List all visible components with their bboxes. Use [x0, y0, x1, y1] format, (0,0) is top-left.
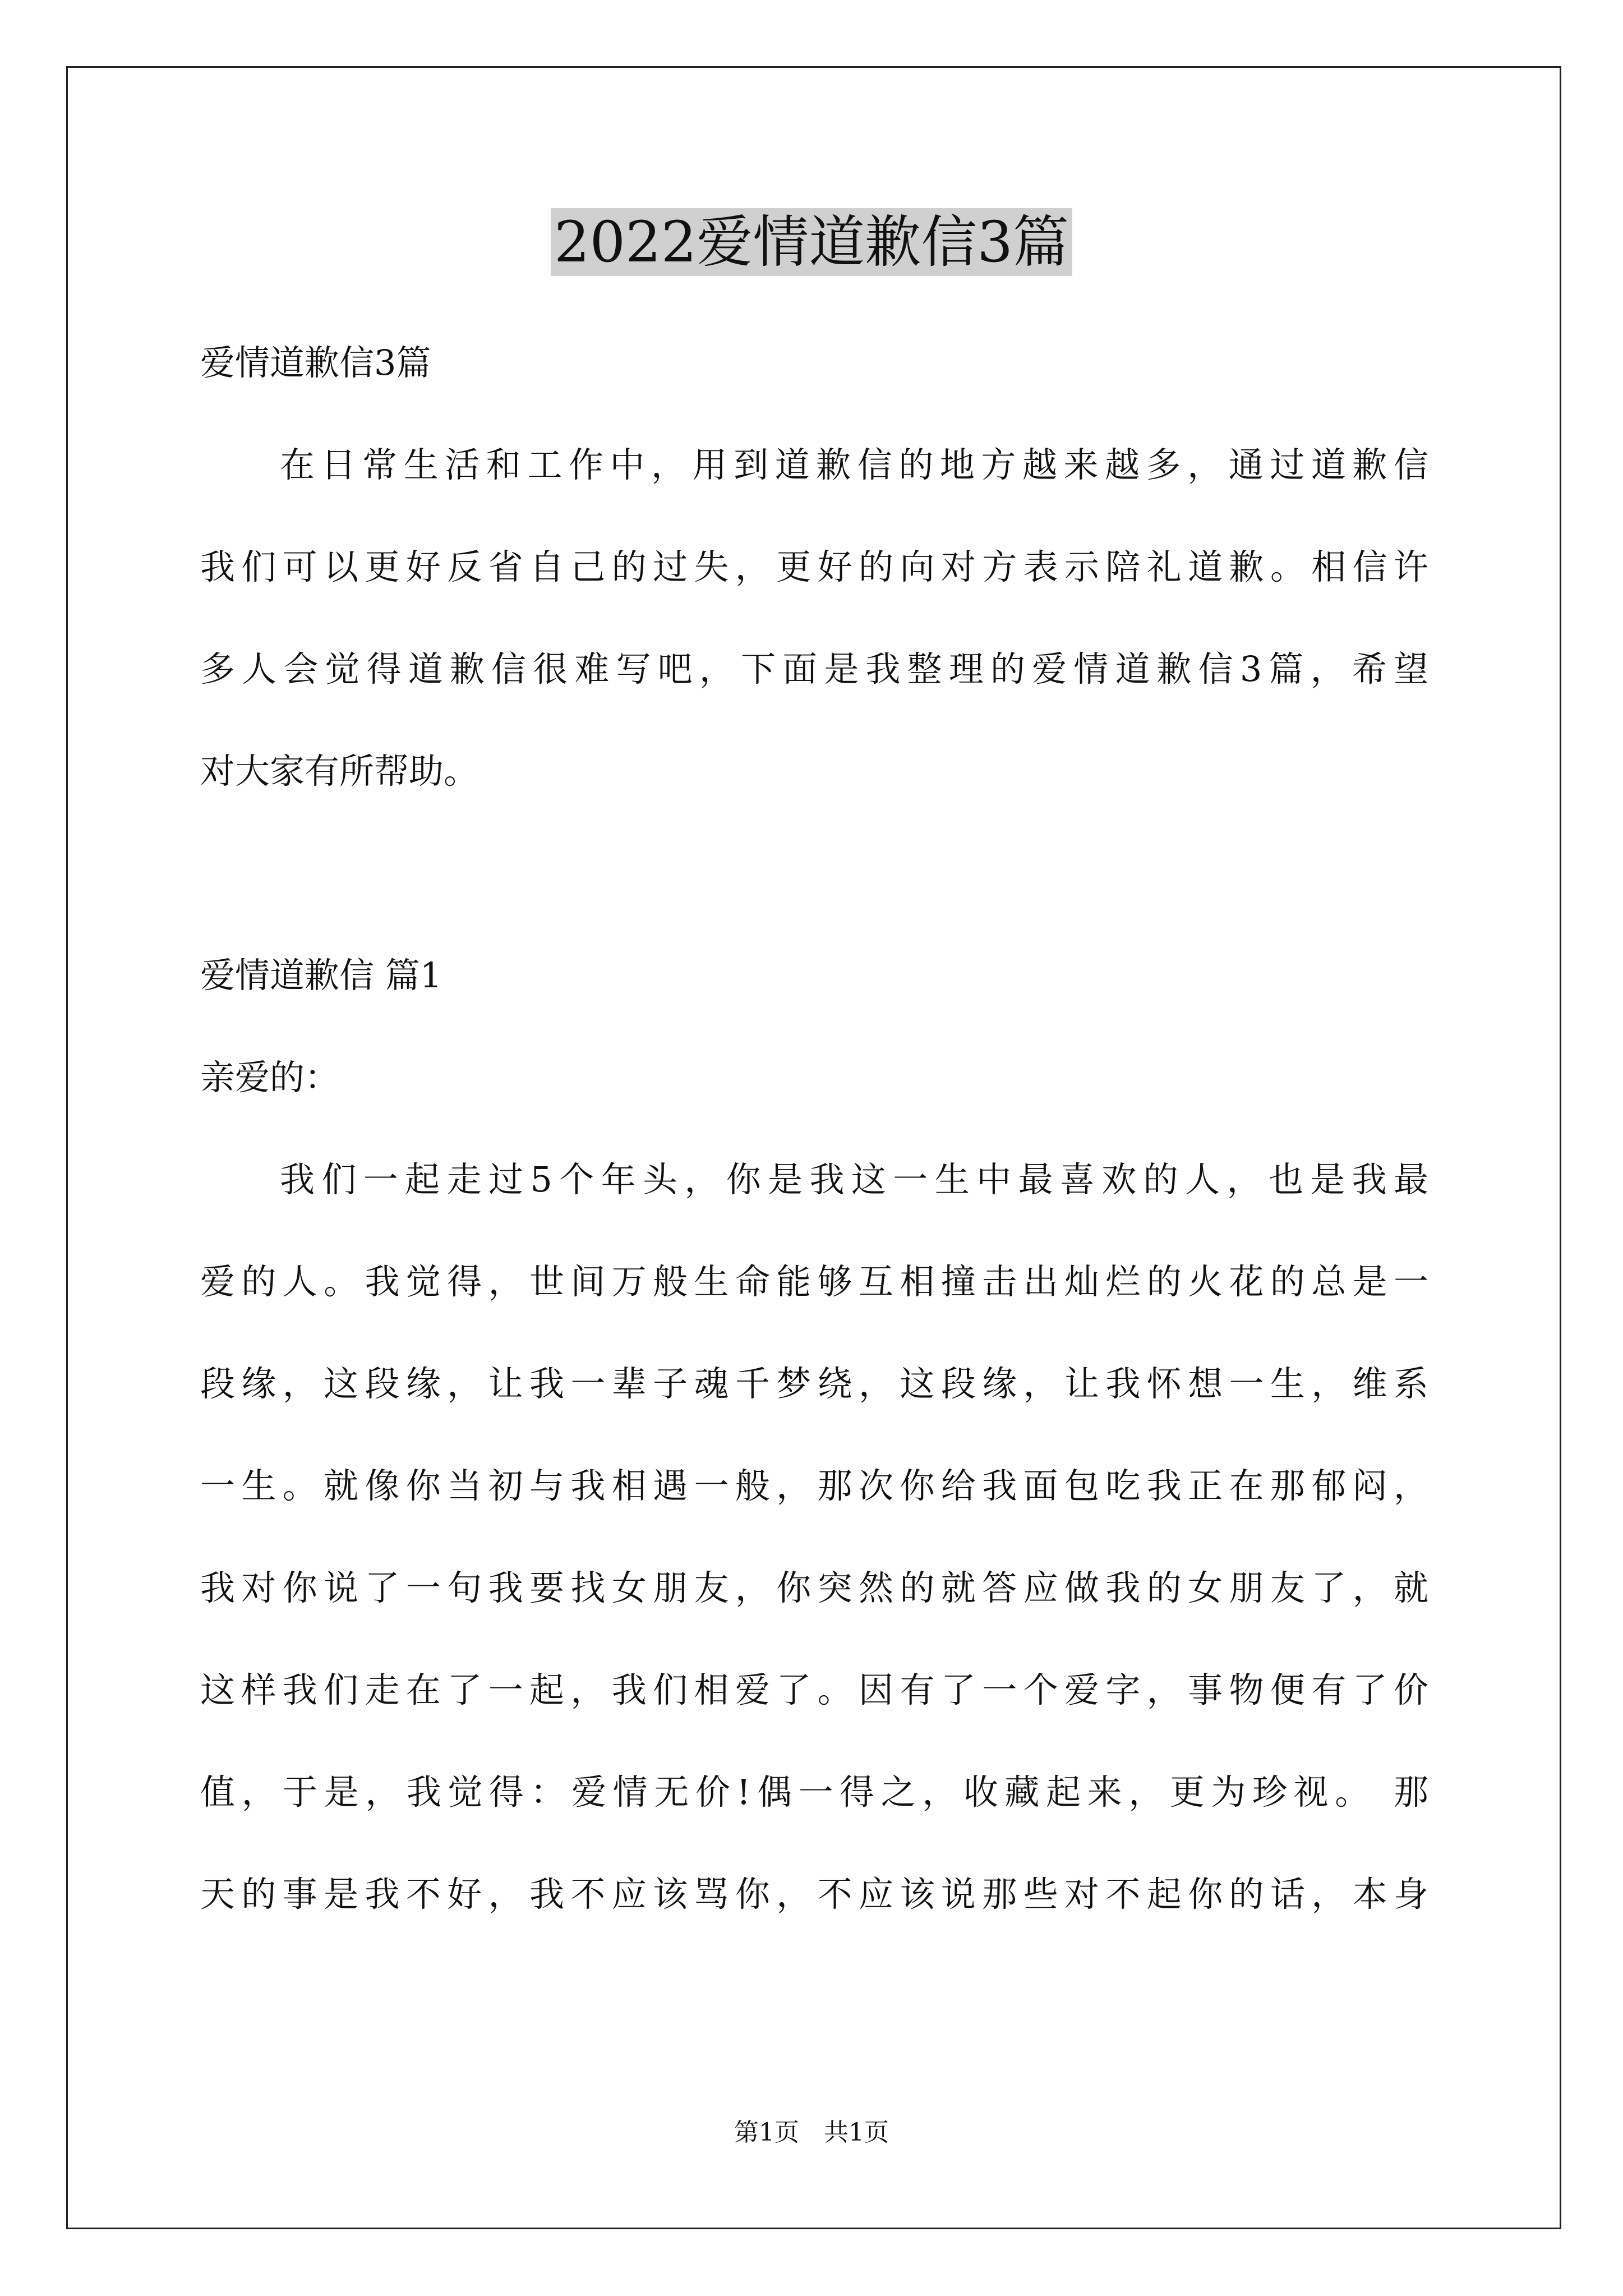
body-line: 这样我们走在了一起，我们相爱了。因有了一个爱字，事物便有了价 [200, 1669, 1428, 1710]
subtitle: 爱情道歉信3篇 [200, 342, 431, 383]
document-title [0, 209, 1623, 276]
body-line: 值，于是，我觉得：爱情无价!偶一得之，收藏起来，更为珍视。 那 [200, 1772, 1428, 1812]
document-body [200, 312, 1428, 1945]
salutation: 亲爱的： [200, 1057, 340, 1098]
body-line: 爱的人。我觉得，世间万般生命能够互相撞击出灿烂的火花的总是一 [200, 1261, 1428, 1302]
intro-line: 对大家有所帮助。 [200, 751, 479, 792]
body-line: 天的事是我不好，我不应该骂你，不应该说那些对不起你的话，本身 [200, 1874, 1428, 1915]
intro-line: 多人会觉得道歉信很难写吧，下面是我整理的爱情道歉信3篇，希望 [200, 648, 1428, 689]
body-line: 我对你说了一句我要找女朋友，你突然的就答应做我的女朋友了，就 [200, 1567, 1428, 1608]
body-line: 我们一起走过5个年头，你是我这一生中最喜欢的人，也是我最 [280, 1159, 1428, 1200]
section-heading: 爱情道歉信 篇1 [200, 955, 442, 996]
paragraph-gap [200, 822, 1428, 924]
page-footer: 第1页 共1页 [734, 2118, 889, 2147]
body-line: 段缘，这段缘，让我一辈子魂千梦绕，这段缘，让我怀想一生，维系 [200, 1363, 1428, 1404]
body-line: 一生。就像你当初与我相遇一般，那次你给我面包吃我正在那郁闷， [200, 1465, 1428, 1506]
intro-line: 在日常生活和工作中，用到道歉信的地方越来越多，通过道歉信 [280, 444, 1428, 485]
intro-line: 我们可以更好反省自己的过失，更好的向对方表示陪礼道歉。相信许 [200, 546, 1428, 587]
document-title-text: 2022爱情道歉信3篇 [551, 208, 1072, 276]
